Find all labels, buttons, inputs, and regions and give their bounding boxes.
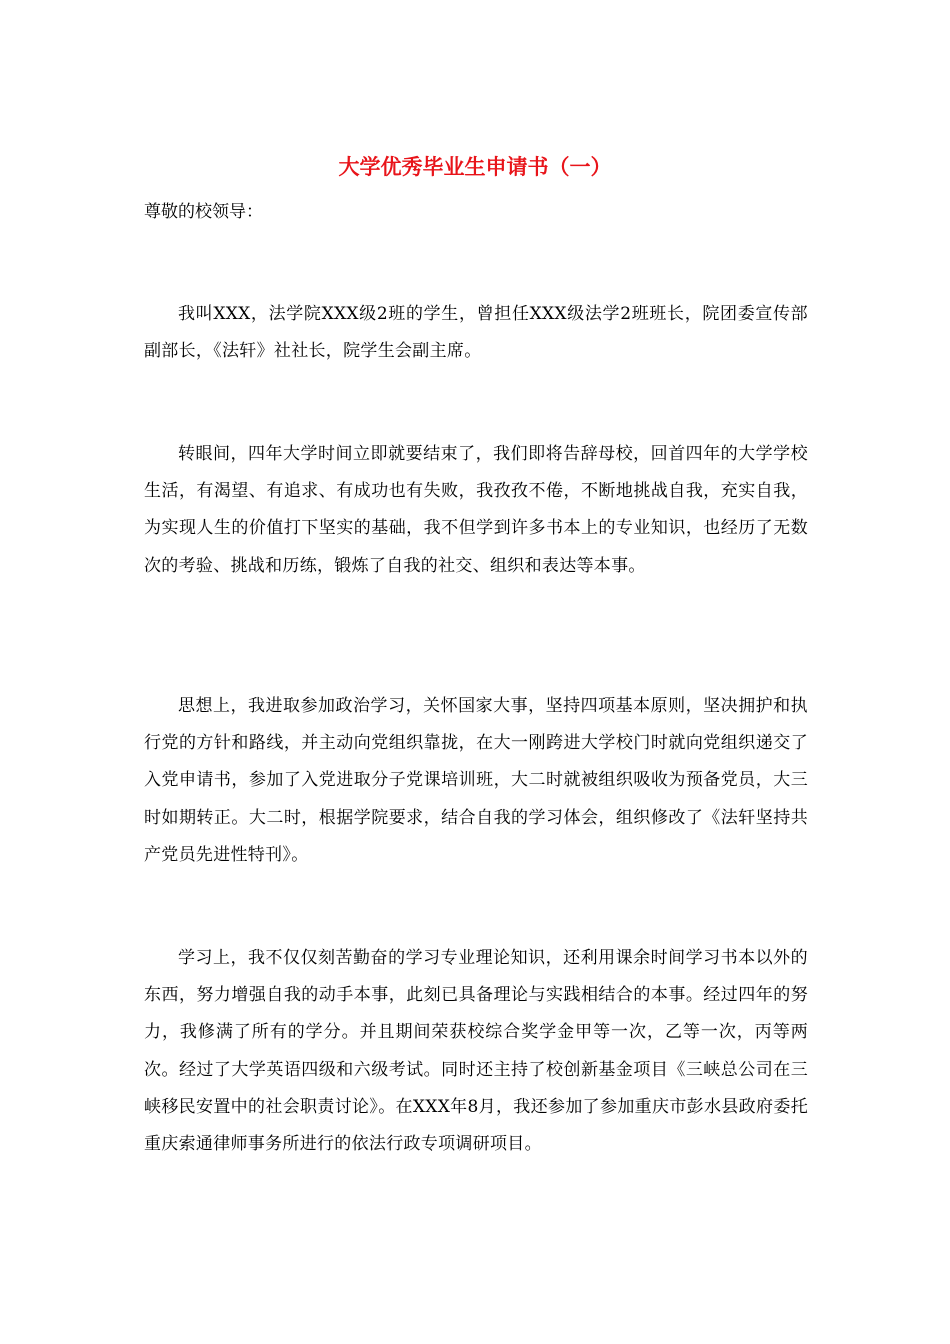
paragraph-ideology: 思想上，我进取参加政治学习，关怀国家大事，坚持四项基本原则，坚决拥护和执行党的方针和路线，并主动向党组织靠拢，在大一刚跨进大学校门时就向党组织递交了入党申请书，参加了入党进取分子党课培训班，大二时就被组织吸收为预备党员，大三时如期转正。大二时，根据学院要求，结合自我的学习体会，组织修改了《法轩坚持共产党员先进性特刊》。 [144, 696, 808, 865]
paragraph-study: 学习上，我不仅仅刻苦勤奋的学习专业理论知识，还利用课余时间学习书本以外的东西，努力增强自我的动手本事，此刻已具备理论与实践相结合的本事。经过四年的努力，我修满了所有的学分。并且期间荣获校综合奖学金甲等一次，乙等一次，丙等两次。经过了大学英语四级和六级考试。同时还主持了校创新基金项目《三峡总公司在三峡移民安置中的社会职责讨论》。在XXX年8月，我还参加了参加重庆市彭水县政府委托重庆索通律师事务所进行的依法行政专项调研项目。 [144, 948, 808, 1155]
paragraph-university-life: 转眼间，四年大学时间立即就要结束了，我们即将告辞母校，回首四年的大学学校生活，有渴望、有追求、有成功也有失败，我孜孜不倦，不断地挑战自我，充实自我，为实现人生的价值打下坚实的基础，我不但学到许多书本上的专业知识，也经历了无数次的考验、挑战和历练，锻炼了自我的社交、组织和表达等本事。 [144, 444, 808, 576]
document-title: 大学优秀毕业生申请书（一） [338, 154, 612, 179]
paragraph-introduction: 我叫XXX，法学院XXX级2班的学生，曾担任XXX级法学2班班长，院团委宣传部副部长，《法轩》社社长，院学生会副主席。 [144, 304, 808, 362]
greeting: 尊敬的校领导： [144, 202, 263, 222]
